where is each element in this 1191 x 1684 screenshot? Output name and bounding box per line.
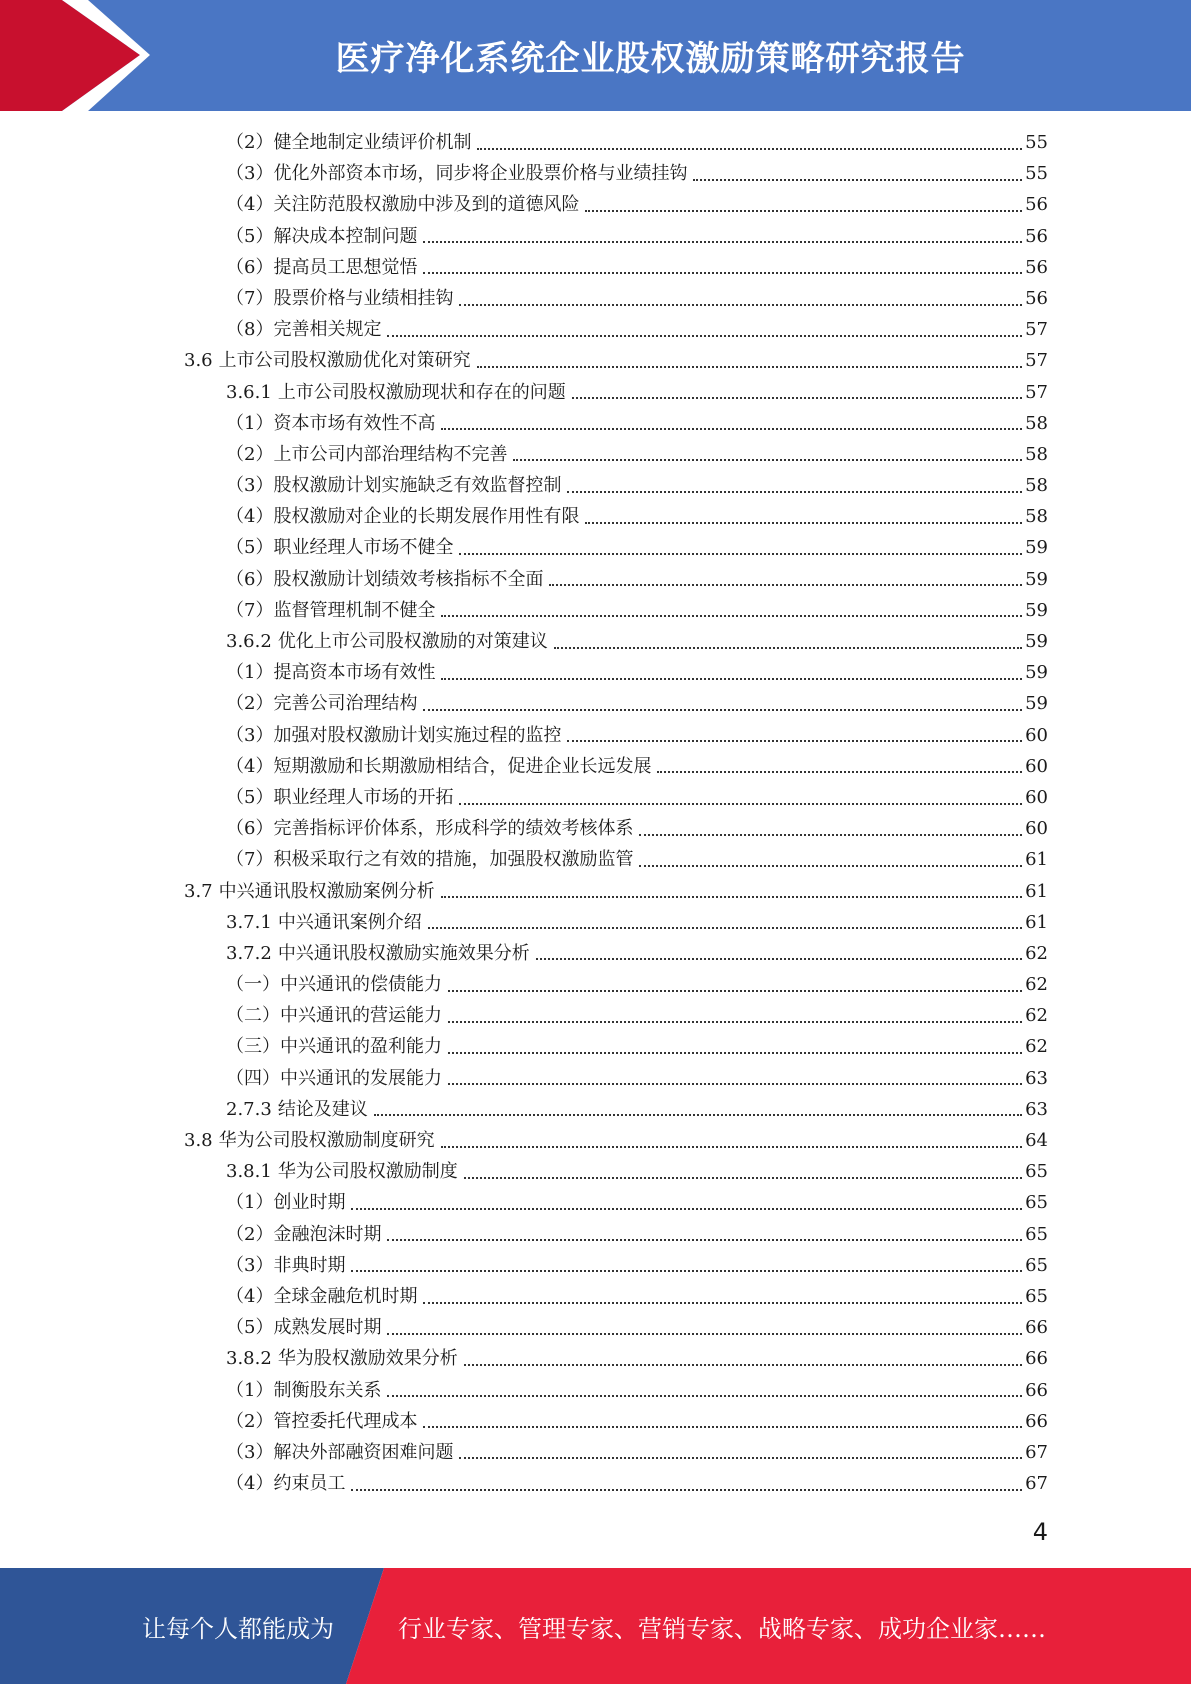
toc-entry-text: 中兴通讯股权激励实施效果分析 [277,942,530,964]
toc-entry-page: 55 [1025,163,1048,185]
toc-entry-text: （5）职业经理人市场不健全 [226,537,454,559]
toc-entry-title [226,1250,345,1281]
toc-entry[interactable] [0,314,1191,345]
toc-entry-text: 结论及建议 [277,1098,368,1120]
toc-dot-leader [459,304,1022,306]
toc-dot-leader [374,1114,1022,1116]
toc-entry-text: （4）约束员工 [226,1473,346,1495]
toc-entry-text: （2）完善公司治理结构 [226,693,418,715]
toc-dot-leader [387,1395,1022,1397]
toc-entry-text: （4）短期激励和长期激励相结合，促进企业长远发展 [226,755,652,777]
toc-entry-text: 华为公司股权激励制度研究 [218,1130,435,1151]
toc-entry-page: 61 [1025,880,1048,902]
toc-dot-leader [585,522,1022,524]
toc-entry-number: 3.6 [184,350,213,372]
toc-entry-text: （1）提高资本市场有效性 [226,662,436,684]
toc-dot-leader [441,428,1022,430]
toc-dot-leader [639,865,1022,867]
toc-entry-text: （3）优化外部资本市场，同步将企业股票价格与业绩挂钩 [226,163,688,185]
toc-entry-text: （2）金融泡沫时期 [226,1223,382,1245]
toc-entry-page: 66 [1025,1410,1048,1432]
toc-entry-page: 62 [1025,974,1048,996]
toc-entry-text: （2）上市公司内部治理结构不完善 [226,443,508,465]
toc-entry-text: 中兴通讯案例介绍 [277,911,422,933]
toc-entry[interactable] [0,1468,1191,1499]
toc-entry[interactable] [0,720,1191,751]
toc-entry[interactable] [0,221,1191,252]
toc-dot-leader [387,1333,1022,1335]
toc-entry[interactable] [0,751,1191,782]
toc-entry-text: （2）管控委托代理成本 [226,1410,418,1432]
toc-entry[interactable] [0,969,1191,1000]
toc-entry[interactable] [0,470,1191,501]
toc-dot-leader [441,1146,1022,1148]
toc-entry-title [226,657,435,688]
toc-entry-page: 64 [1025,1130,1048,1151]
toc-entry-page: 67 [1025,1473,1048,1495]
toc-entry-page: 63 [1025,1098,1048,1120]
toc-entry-text: （7）股票价格与业绩相挂钩 [226,287,454,309]
page-footer [0,1568,1191,1684]
toc-dot-leader [536,958,1022,960]
toc-entry-number: 3.6.2 [226,631,272,652]
toc-entry-title [226,1406,417,1437]
toc-entry-number: 2.7.3 [226,1098,272,1120]
toc-entry-title [226,283,453,314]
toc-dot-leader [477,148,1022,150]
toc-entry-title [226,688,417,719]
toc-entry-text: （一）中兴通讯的偿债能力 [226,974,442,996]
toc-dot-leader [513,459,1022,461]
toc-entry-page: 62 [1025,942,1048,964]
toc-dot-leader [448,990,1022,992]
toc-entry[interactable] [0,1094,1191,1125]
toc-entry[interactable] [0,626,1191,657]
toc-entry-page: 59 [1025,537,1048,559]
toc-entry-text: （7）监督管理机制不健全 [226,599,436,621]
toc-entry-page: 56 [1025,194,1048,216]
toc-dot-leader [464,1364,1022,1366]
toc-entry[interactable] [0,782,1191,813]
toc-entry-page: 65 [1025,1254,1048,1276]
toc-entry-text: （1）制衡股东关系 [226,1379,382,1401]
toc-entry-number: 3.8.1 [226,1161,272,1183]
toc-entry[interactable] [0,189,1191,220]
toc-entry[interactable] [0,1312,1191,1343]
toc-entry-title [226,1375,381,1406]
toc-dot-leader [567,491,1022,493]
toc-entry-page: 65 [1025,1161,1048,1183]
page-number: 4 [1032,1518,1048,1546]
table-of-contents [0,127,1191,1499]
toc-entry-title [226,813,633,844]
toc-entry-number: 3.7.2 [226,942,272,964]
toc-entry[interactable] [0,907,1191,938]
toc-entry-page: 55 [1025,132,1048,153]
toc-dot-leader [423,709,1022,711]
toc-entry-page: 59 [1025,631,1048,652]
toc-dot-leader [351,1489,1022,1491]
toc-entry-text: （5）成熟发展时期 [226,1317,382,1339]
toc-entry-number: 3.7.1 [226,911,272,933]
toc-entry[interactable] [0,876,1191,907]
toc-entry[interactable] [0,408,1191,439]
toc-dot-leader [459,803,1022,805]
toc-dot-leader [657,771,1022,773]
toc-entry-text: （3）非典时期 [226,1254,346,1276]
toc-entry[interactable] [0,1156,1191,1187]
toc-entry-title [226,1156,458,1187]
footer-slogan-left: 让每个人都能成为 [142,1614,334,1643]
toc-entry-title [226,1312,381,1343]
toc-entry-title [226,844,633,875]
toc-entry-title [226,1187,345,1218]
toc-dot-leader [441,615,1022,617]
toc-entry-page: 59 [1025,693,1048,715]
toc-entry-title [226,1281,417,1312]
toc-entry[interactable] [0,158,1191,189]
toc-entry-text: （8）完善相关规定 [226,319,382,341]
toc-dot-leader [448,1083,1022,1085]
toc-entry-page: 56 [1025,287,1048,309]
toc-dot-leader [448,1021,1022,1023]
toc-dot-leader [585,210,1022,212]
toc-entry-title [226,439,507,470]
toc-entry-title [226,907,422,938]
toc-entry-page: 56 [1025,225,1048,247]
toc-dot-leader [459,1457,1022,1459]
toc-entry-text: （三）中兴通讯的盈利能力 [226,1036,442,1058]
toc-entry-text: （6）提高员工思想觉悟 [226,256,418,278]
toc-entry[interactable] [0,127,1191,158]
toc-entry[interactable] [0,1125,1191,1156]
toc-dot-leader [423,241,1022,243]
toc-entry-text: （二）中兴通讯的营运能力 [226,1005,442,1027]
toc-entry-page: 60 [1025,786,1048,808]
toc-entry-page: 62 [1025,1036,1048,1058]
toc-entry[interactable] [0,501,1191,532]
toc-entry-page: 56 [1025,256,1048,278]
toc-entry-page: 58 [1025,475,1048,497]
toc-entry[interactable] [0,1437,1191,1468]
toc-entry[interactable] [0,938,1191,969]
toc-dot-leader [387,335,1022,337]
toc-dot-leader [423,1302,1022,1304]
toc-entry[interactable] [0,1219,1191,1250]
toc-entry-page: 61 [1025,911,1048,933]
toc-dot-leader [441,678,1022,680]
toc-dot-leader [464,1177,1022,1179]
toc-entry-title [226,252,417,283]
page-header [0,0,1191,111]
toc-entry-page: 57 [1025,350,1048,372]
toc-entry-title [226,1094,368,1125]
toc-entry-text: 上市公司股权激励优化对策研究 [218,350,471,372]
toc-entry-page: 59 [1025,568,1048,590]
toc-entry-text: （3）加强对股权激励计划实施过程的监控 [226,724,562,746]
toc-entry[interactable] [0,345,1191,376]
toc-entry-title [226,938,530,969]
toc-dot-leader [549,584,1022,586]
toc-entry-text: 中兴通讯股权激励案例分析 [218,880,435,902]
toc-dot-leader [441,896,1022,898]
toc-entry-title [184,876,435,907]
toc-entry-text: （1）资本市场有效性不高 [226,412,436,434]
toc-entry-page: 62 [1025,1005,1048,1027]
toc-entry-page: 60 [1025,755,1048,777]
toc-dot-leader [448,1052,1022,1054]
toc-dot-leader [351,1208,1022,1210]
toc-entry[interactable] [0,1281,1191,1312]
toc-entry-page: 66 [1025,1379,1048,1401]
toc-entry[interactable] [0,1031,1191,1062]
toc-dot-leader [351,1270,1022,1272]
toc-entry[interactable] [0,439,1191,470]
toc-dot-leader [572,397,1022,399]
toc-entry[interactable] [0,688,1191,719]
toc-entry[interactable] [0,1000,1191,1031]
toc-entry-text: （2）健全地制定业绩评价机制 [226,132,472,153]
toc-entry-title [226,1343,458,1374]
toc-entry-title [226,1031,442,1062]
toc-entry-page: 65 [1025,1192,1048,1214]
toc-entry-page: 58 [1025,412,1048,434]
toc-entry-text: （四）中兴通讯的发展能力 [226,1067,442,1089]
toc-entry-page: 60 [1025,818,1048,840]
toc-entry-title [226,564,543,595]
toc-entry-title [226,751,651,782]
toc-dot-leader [428,927,1022,929]
toc-entry-title [226,501,579,532]
toc-entry-text: （5）职业经理人市场的开拓 [226,786,454,808]
toc-entry-title [226,221,417,252]
toc-dot-leader [567,740,1022,742]
toc-entry[interactable] [0,595,1191,626]
toc-entry-text: （6）股权激励计划绩效考核指标不全面 [226,568,544,590]
toc-entry-title [226,1063,442,1094]
toc-entry[interactable] [0,532,1191,563]
toc-entry-text: 华为股权激励效果分析 [277,1348,458,1370]
toc-entry-title [184,1125,435,1156]
toc-entry-title [226,408,435,439]
toc-entry-page: 66 [1025,1317,1048,1339]
toc-entry[interactable] [0,1406,1191,1437]
toc-entry-title [226,595,435,626]
toc-entry-title [226,1468,345,1499]
toc-entry-title [226,470,561,501]
toc-entry-title [226,158,687,189]
toc-entry-page: 61 [1025,849,1048,871]
toc-entry-page: 65 [1025,1223,1048,1245]
toc-dot-leader [387,1239,1022,1241]
toc-dot-leader [477,366,1022,368]
toc-entry-title [226,720,561,751]
toc-entry-number: 3.6.1 [226,381,272,403]
toc-entry-title [226,626,548,657]
toc-entry-page: 60 [1025,724,1048,746]
toc-entry-text: （4）关注防范股权激励中涉及到的道德风险 [226,194,580,216]
toc-dot-leader [423,1426,1022,1428]
toc-entry-page: 57 [1025,319,1048,341]
toc-entry-text: （1）创业时期 [226,1192,346,1214]
toc-entry-page: 66 [1025,1348,1048,1370]
toc-entry-text: （3）股权激励计划实施缺乏有效监督控制 [226,475,562,497]
toc-entry-text: 上市公司股权激励现状和存在的问题 [277,381,566,403]
report-title: 医疗净化系统企业股权激励策略研究报告 [335,39,966,79]
toc-entry-title [226,127,471,158]
toc-entry-text: （5）解决成本控制问题 [226,225,418,247]
toc-entry[interactable] [0,844,1191,875]
toc-dot-leader [459,553,1022,555]
toc-entry[interactable] [0,564,1191,595]
toc-entry-title [226,314,381,345]
toc-entry-title [184,345,471,376]
toc-entry-number: 3.8 [184,1130,213,1151]
toc-dot-leader [554,647,1022,649]
toc-entry[interactable] [0,377,1191,408]
toc-entry[interactable] [0,1187,1191,1218]
toc-entry-number: 3.8.2 [226,1348,272,1370]
toc-entry-text: （4）全球金融危机时期 [226,1285,418,1307]
toc-entry-text: （3）解决外部融资困难问题 [226,1441,454,1463]
toc-entry-page: 63 [1025,1067,1048,1089]
toc-entry-title [226,532,453,563]
toc-entry-page: 59 [1025,599,1048,621]
toc-entry[interactable] [0,657,1191,688]
toc-entry[interactable] [0,1063,1191,1094]
toc-entry-title [226,782,453,813]
toc-entry-title [226,1219,381,1250]
toc-entry-text: 优化上市公司股权激励的对策建议 [277,631,548,652]
toc-entry-title [226,1000,442,1031]
toc-entry-title [226,969,442,1000]
toc-entry[interactable] [0,1343,1191,1374]
toc-entry[interactable] [0,1375,1191,1406]
toc-entry-page: 58 [1025,443,1048,465]
toc-entry[interactable] [0,813,1191,844]
toc-entry[interactable] [0,252,1191,283]
toc-entry-text: 华为公司股权激励制度 [277,1161,458,1183]
toc-entry-page: 59 [1025,662,1048,684]
toc-entry[interactable] [0,1250,1191,1281]
toc-entry-title [226,189,579,220]
footer-slogan-right: 行业专家、管理专家、营销专家、战略专家、成功企业家…… [398,1614,1046,1643]
toc-entry-text: （7）积极采取行之有效的措施，加强股权激励监管 [226,849,634,871]
toc-entry-page: 67 [1025,1441,1048,1463]
toc-entry-page: 57 [1025,381,1048,403]
toc-entry-page: 58 [1025,506,1048,528]
toc-entry-number: 3.7 [184,880,213,902]
toc-entry-page: 65 [1025,1285,1048,1307]
toc-entry-text: （6）完善指标评价体系，形成科学的绩效考核体系 [226,818,634,840]
toc-entry-title [226,377,566,408]
toc-dot-leader [639,834,1022,836]
toc-entry-title [226,1437,453,1468]
toc-entry[interactable] [0,283,1191,314]
toc-dot-leader [423,272,1022,274]
toc-dot-leader [693,179,1022,181]
toc-entry-text: （4）股权激励对企业的长期发展作用性有限 [226,506,580,528]
